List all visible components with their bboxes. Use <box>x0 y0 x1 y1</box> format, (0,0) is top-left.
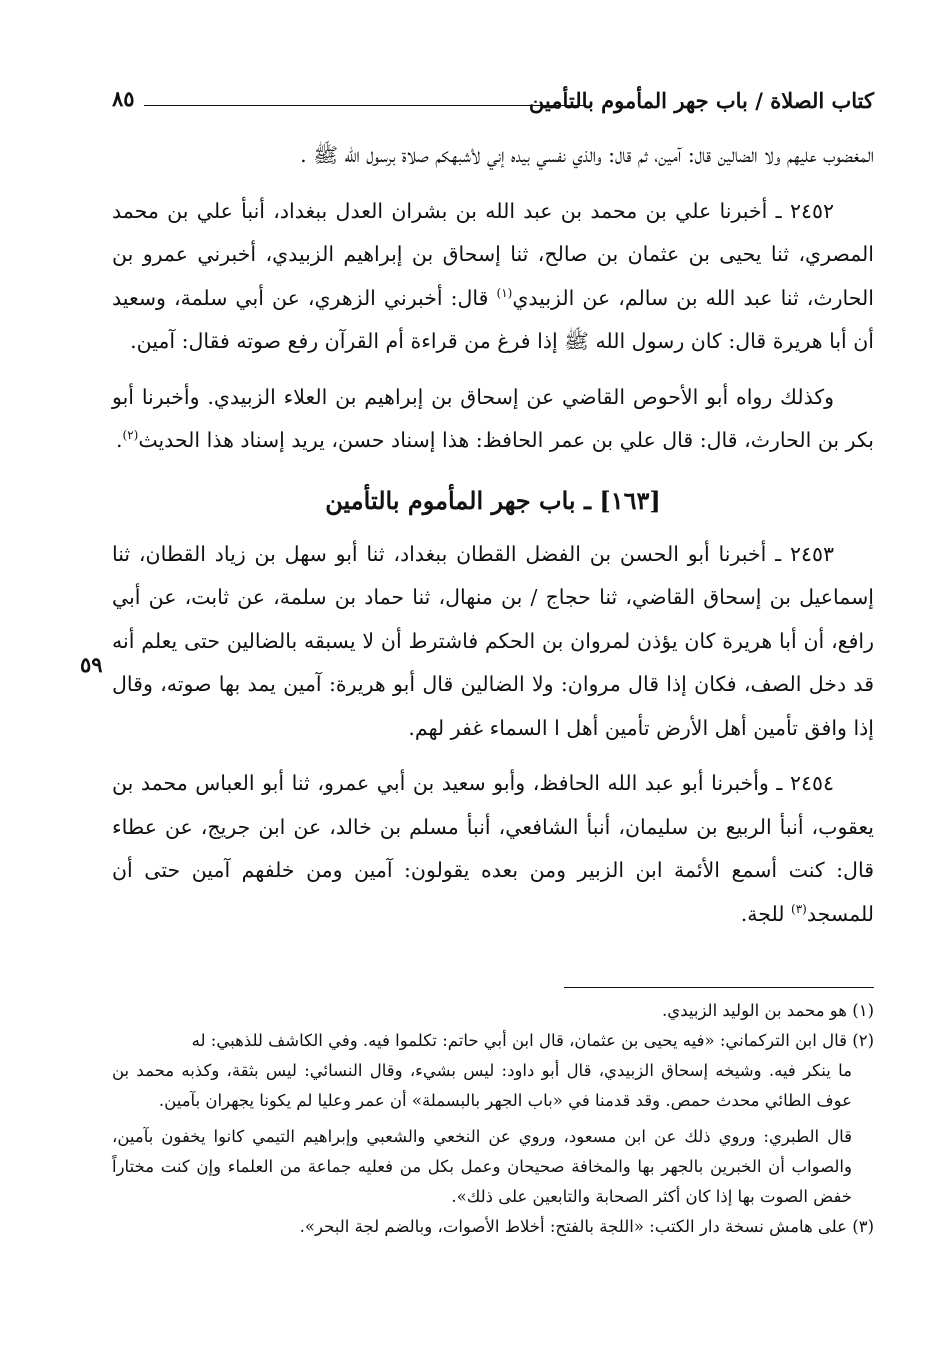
section-heading: [١٦٣] ـ باب جهر المأموم بالتأمين <box>325 485 661 515</box>
commentary-paragraph <box>112 376 874 463</box>
hadith-2454 <box>112 762 874 936</box>
margin-manuscript-page-number: ٥٩ <box>80 652 103 677</box>
hadith-2452 <box>112 190 874 364</box>
paragraph-continuation: المغضوب عليهم ولا الضالين قال: آمين، ثم قال: والذي نفسي بيده إني لأشبهكم صلاة برسول الله ﷺ . <box>300 143 874 167</box>
hadith-2454-text-b: للجة. <box>740 901 791 926</box>
hadith-2452-text-a: ٢٤٥٢ ـ أخبرنا علي بن محمد بن عبد الله بن بشران العدل ببغداد، أنبأ علي بن محمد المصري، ثنا يحيى بن عثمان بن صالح، ثنا إسحاق بن إبراهيم الزبيدي، أخبرني عمرو بن الحارث، ثنا عبد الله بن سالم، عن الزبيدي <box>112 198 874 310</box>
commentary-text-a: وكذلك رواه أبو الأحوص القاضي عن إسحاق بن إبراهيم بن العلاء الزبيدي. وأخبرنا أبو بكر بن الحارث، قال: قال علي بن عمر الحافظ: هذا إسناد حسن، يريد إسناد هذا الحديث <box>112 384 874 452</box>
footnote-2: (٢) قال ابن التركماني: «فيه يحيى بن عثمان، قال ابن أبي حاتم: تكلموا فيه. وفي الكاشف للذهبي: له <box>191 1031 874 1050</box>
footnote-ref-3: (٣) <box>791 901 807 916</box>
footnote-2-continuation: ما ينكر فيه. وشيخه إسحاق الزبيدي، قال أبو داود: ليس بشيء، وقال النسائي: ليس بثقة، وكذبه محمد بن عوف الطائي محدث حمص. وقد قدمنا في «باب الجهر بالبسملة» أن عمر وعليا لم يكونا يجهران بآمين. <box>112 1061 852 1110</box>
footnote-1: (١) هو محمد بن الوليد الزبيدي. <box>662 1001 874 1020</box>
footnote-rule <box>564 987 874 988</box>
commentary-text-b: . <box>115 428 123 452</box>
footnote-ref-1: (١) <box>496 285 513 300</box>
footnote-ref-2: (٢) <box>122 428 139 443</box>
main-text <box>112 134 874 936</box>
header-rule <box>144 105 584 106</box>
footnotes <box>112 996 874 1242</box>
footnote-3: (٣) على هامش نسخة دار الكتب: «اللجة بالفتح: أخلاط الأصوات، وبالضم لجة البحر». <box>299 1217 874 1236</box>
footnote-2-tabari: قال الطبري: وروي ذلك عن ابن مسعود، وروي عن النخعي والشعبي وإبراهيم التيمي كانوا يخفون بآمين، والصواب أن الخبرين بالجهر بها والمخافة صحيحان وعمل بكل من فعليه جماعة من العلماء وإن كنت مختاراً خفض الصوت بها إذا كان أكثر الصحابة والتابعين على ذلك». <box>112 1127 852 1206</box>
running-title: كتاب الصلاة / باب جهر المأموم بالتأمين <box>528 88 874 113</box>
running-header <box>112 88 874 118</box>
hadith-2454-text-a: ٢٤٥٤ ـ وأخبرنا أبو عبد الله الحافظ، وأبو سعيد بن أبي عمرو، ثنا أبو العباس محمد بن يعقوب، أنبأ الربيع بن سليمان، أنبأ الشافعي، أنبأ مسلم بن خالد، عن ابن جريج، عن عطاء قال: كنت أسمع الأئمة ابن الزبير ومن بعده يقولون: آمين ومن خلفهم آمين حتى أن للمسجد <box>112 771 874 926</box>
hadith-2452-text-b: قال: أخبرني الزهري، عن أبي سلمة، وسعيد أن أبا هريرة قال: كان رسول الله ﷺ إذا فرغ من قراءة أم القرآن رفع صوته فقال: آمين. <box>112 285 874 353</box>
page-number: ٨٥ <box>112 86 135 111</box>
hadith-2453: ٢٤٥٣ ـ أخبرنا أبو الحسن بن الفضل القطان ببغداد، ثنا أبو سهل بن زياد القطان، ثنا إسماعيل بن إسحاق القاضي، ثنا حجاج / بن منهال، ثنا حماد بن سلمة، عن ثابت، عن أبي رافع، أن أبا هريرة كان يؤذن لمروان بن الحكم فاشترط أن لا يسبقه بالضالين حتى يعلم أنه قد دخل الصف، فكان إذا قال مروان: ولا الضالين قال أبو هريرة: آمين يمد بها صوته، وقال إذا وافق تأمين أهل الأرض تأمين أهل ا السماء غفر لهم. <box>112 541 874 740</box>
